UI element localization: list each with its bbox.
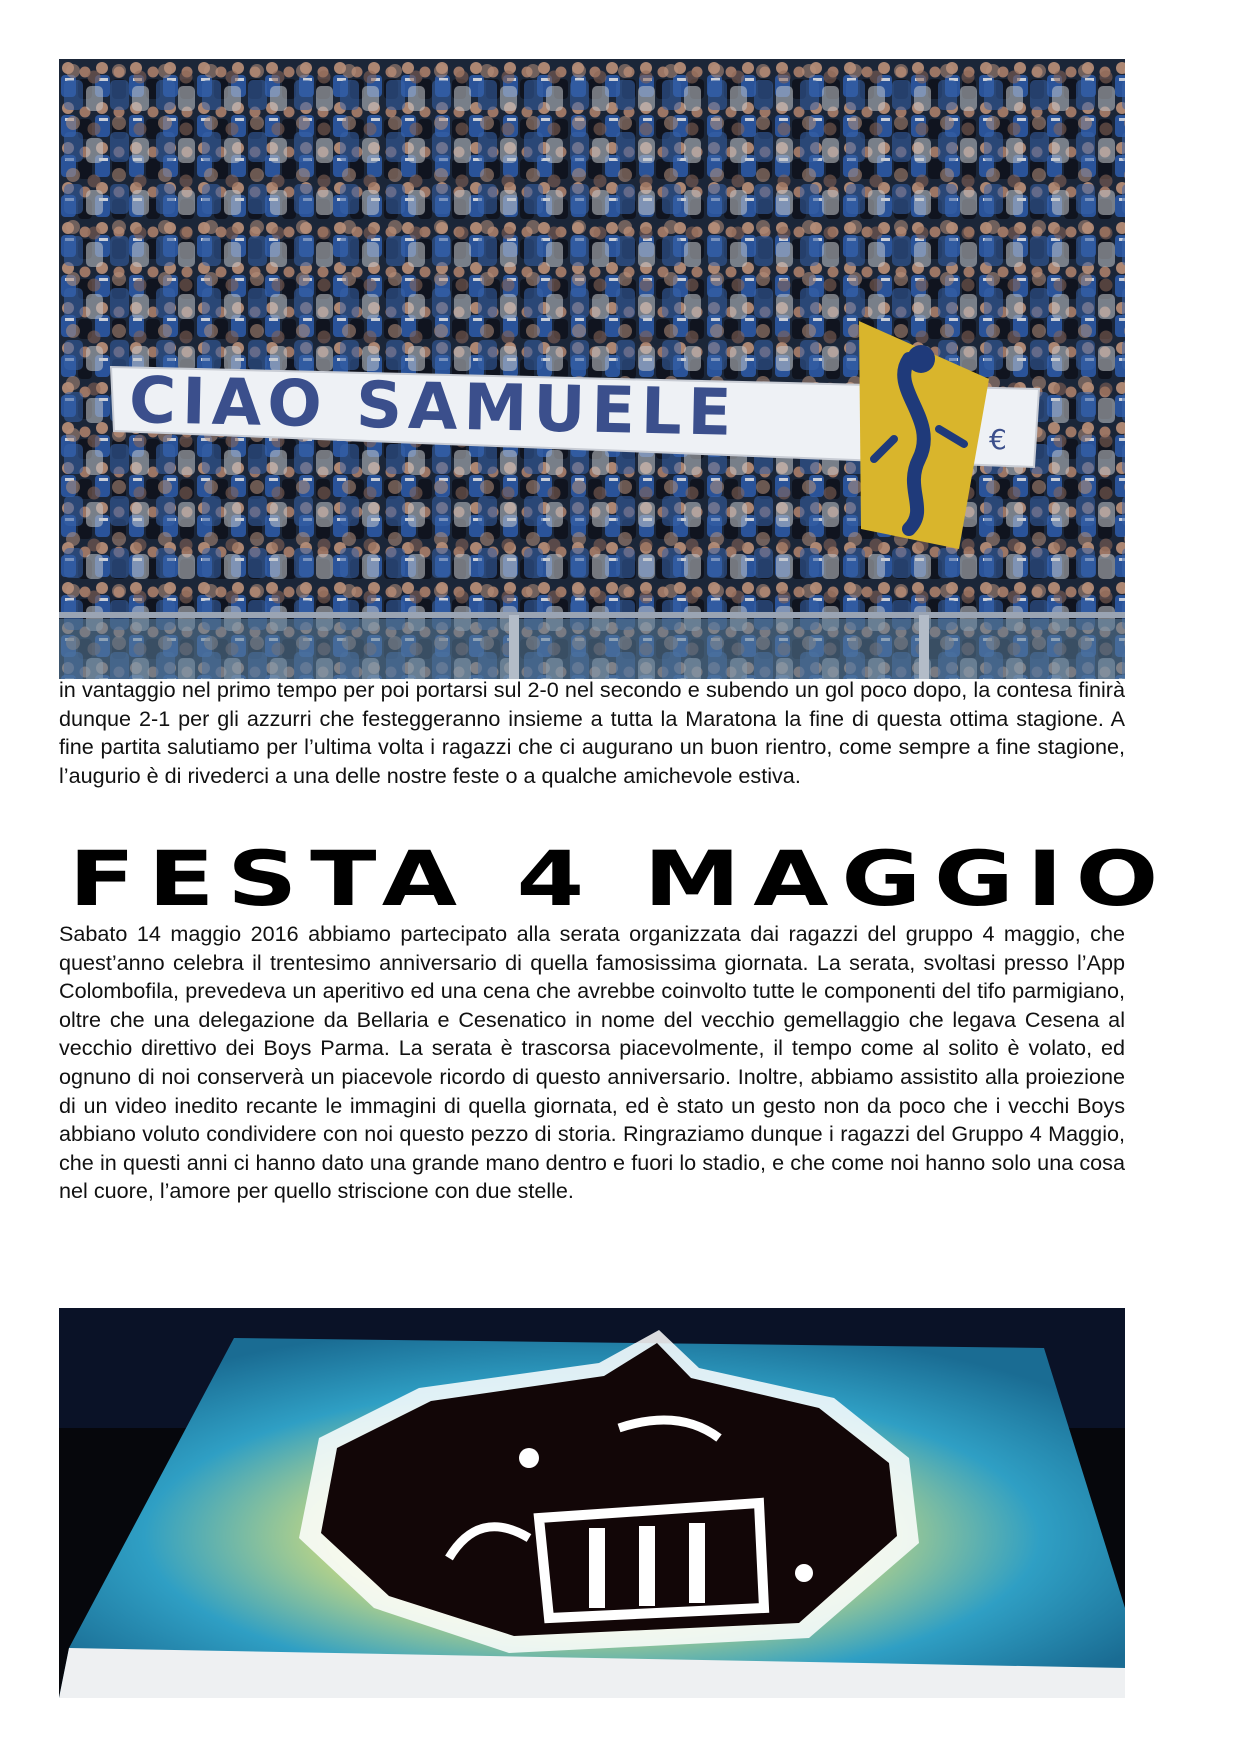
cake-illustration bbox=[59, 1308, 1125, 1698]
paragraph-match-report: in vantaggio nel primo tempo per poi portarsi sul 2-0 nel secondo e subendo un gol poco dopo, la contesa finirà dunque 2-1 per gli azzurri che festeggeranno insieme a tutta la Maratona la fine di questa ottima stagione. A fine partita salutiamo per l’ultima volta i ragazzi che ci augurano un buon rientro, come sempre a fine stagione, l’augurio è di rivederci a una delle nostre feste o a qualche amichevole estiva. bbox=[59, 677, 1125, 788]
crowd-illustration bbox=[59, 59, 1125, 679]
paragraph-festa-4-maggio: Sabato 14 maggio 2016 abbiamo partecipato alla serata organizzata dai ragazzi del gruppo 4 maggio, che quest’anno celebra il trentesimo anniversario di quella famosissima giornata. La serata, svoltasi presso l’App Colombofila, prevedeva un aperitivo ed una cena che avrebbe coinvolto tutte le componenti del tifo parmigiano, oltre che una delegazione da Bellaria e Cesenatico in nome del vecchio gemellaggio che legava Cesena al vecchio direttivo dei Boys Parma. La serata è trascorsa piacevolmente, il tempo come al solito è volato, ed ognuno di noi conserverà un piacevole ricordo di questo anniversario. Inoltre, abbiamo assistito alla proiezione di un video inedito recante le immagini di quella giornata, ed è stato un gesto non da poco che i vecchi Boys abbiano voluto condividere con noi questo pezzo di storia. Ringraziamo dunque i ragazzi del Gruppo 4 Maggio, che in questi anni ci hanno dato una grande mano dentro e fuori lo stadio, e che come noi hanno solo una cosa nel cuore, l’amore per quello striscione con due stelle. bbox=[59, 921, 1125, 1204]
banner-text: CIAO SAMUELE bbox=[128, 364, 739, 451]
cake-photo bbox=[59, 1308, 1125, 1698]
banner-end-mark: € bbox=[989, 423, 1007, 456]
section-heading: FESTA 4 MAGGIO bbox=[68, 834, 1172, 923]
crowd-photo bbox=[59, 59, 1125, 679]
